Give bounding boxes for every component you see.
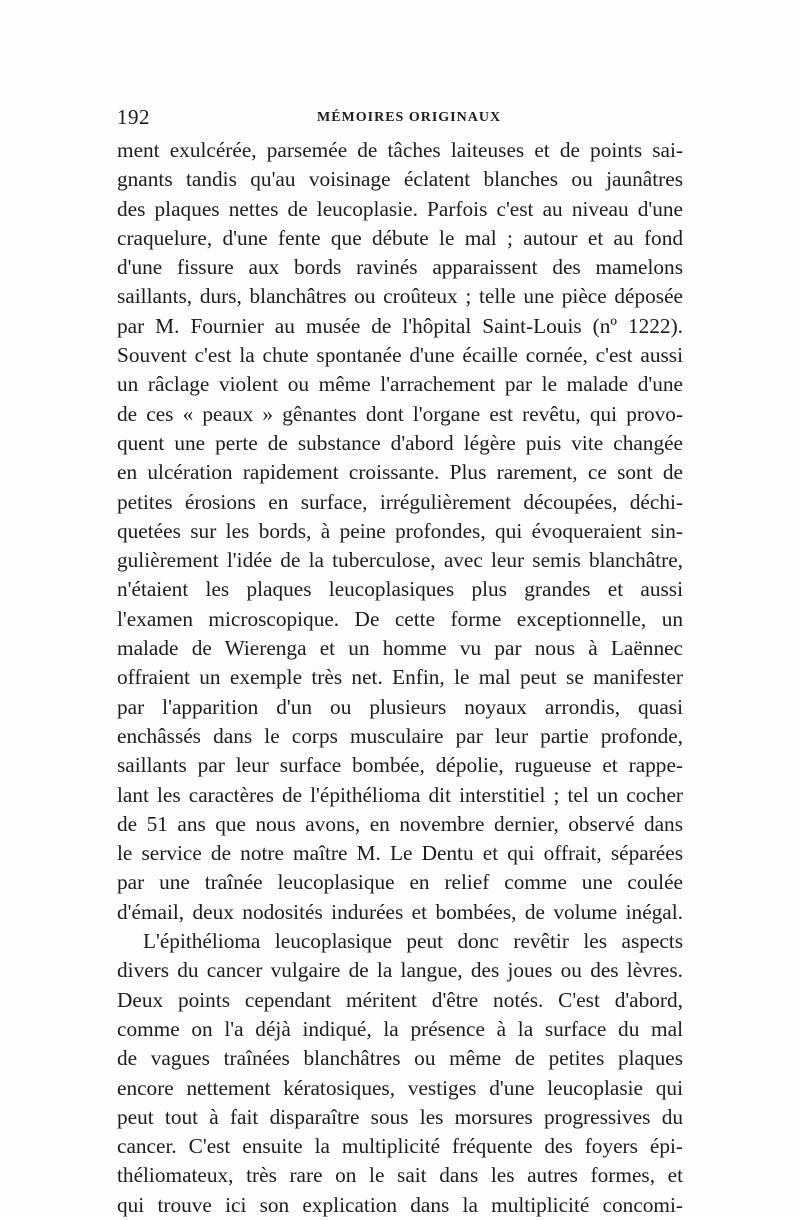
running-title: MÉMOIRES ORIGINAUX <box>317 110 502 125</box>
text-line: théliomateux, très rare on le sait dans les autres formes, et <box>117 1163 683 1188</box>
text-line: saillants, durs, blanchâtres ou croûteux ; telle une pièce déposée <box>117 284 683 309</box>
text-line: gnants tandis qu'au voisinage éclatent blanches ou jaunâtres <box>117 167 683 192</box>
text-line: le service de notre maître M. Le Dentu et qui offrait, séparées <box>117 841 683 866</box>
text-line: petites érosions en surface, irrégulièrement découpées, déchi- <box>117 489 683 514</box>
text-line: enchâssés dans le corps musculaire par leur partie profonde, <box>117 723 683 748</box>
text-line: par l'apparition d'un ou plusieurs noyaux arrondis, quasi <box>117 694 683 719</box>
text-line: comme on l'a déjà indiqué, la présence à la surface du mal <box>117 1016 683 1041</box>
page-number: 192 <box>117 105 150 129</box>
text-line: cancer. C'est ensuite la multiplicité fréquente des foyers épi- <box>117 1134 683 1159</box>
text-line: l'examen microscopique. De cette forme exceptionnelle, un <box>117 606 683 631</box>
text-line: de 51 ans que nous avons, en novembre dernier, observé dans <box>117 811 683 836</box>
text-line: d'une fissure aux bords ravinés apparaissent des mamelons <box>117 255 683 280</box>
text-line: en ulcération rapidement croissante. Plus rarement, ce sont de <box>117 460 683 485</box>
text-line: saillants par leur surface bombée, dépolie, rugueuse et rappe- <box>117 753 683 778</box>
text-line: craquelure, d'une fente que débute le mal ; autour et au fond <box>117 225 683 250</box>
body-text <box>117 136 683 1220</box>
paragraph-first-line: L'épithélioma leucoplasique peut donc revêtir les aspects <box>143 929 683 954</box>
text-line: lant les caractères de l'épithélioma dit interstitiel ; tel un cocher <box>117 782 683 807</box>
text-line: Deux points cependant méritent d'être notés. C'est d'abord, <box>117 987 683 1012</box>
text-line: de vagues traînées blanchâtres ou même de petites plaques <box>117 1046 683 1071</box>
text-line: peut tout à fait disparaître sous les morsures progressives du <box>117 1104 683 1129</box>
text-line: gulièrement l'idée de la tuberculose, avec leur semis blanchâtre, <box>117 548 683 573</box>
text-line: malade de Wierenga et un homme vu par nous à Laënnec <box>117 636 683 661</box>
text-line: quetées sur les bords, à peine profondes, qui évoqueraient sin- <box>117 518 683 543</box>
text-line: par M. Fournier au musée de l'hôpital Saint-Louis (nº 1222). <box>117 313 683 338</box>
text-line: Souvent c'est la chute spontanée d'une écaille cornée, c'est aussi <box>117 343 683 368</box>
text-line: un râclage violent ou même l'arrachement par le malade d'une <box>117 372 683 397</box>
text-line: de ces « peaux » gênantes dont l'organe est revêtu, qui provo- <box>117 401 683 426</box>
text-line: par une traînée leucoplasique en relief comme une coulée <box>117 870 683 895</box>
text-line: divers du cancer vulgaire de la langue, des joues ou des lèvres. <box>117 958 683 983</box>
text-line: quent une perte de substance d'abord légère puis vite changée <box>117 430 683 455</box>
text-line: qui trouve ici son explication dans la multiplicité concomi- <box>117 1192 683 1217</box>
text-line: des plaques nettes de leucoplasie. Parfois c'est au niveau d'une <box>117 196 683 221</box>
text-line: ment exulcérée, parsemée de tâches laiteuses et de points sai- <box>117 138 683 162</box>
text-line: d'émail, deux nodosités indurées et bombées, de volume inégal. <box>117 899 683 924</box>
text-line: n'étaient les plaques leucoplasiques plus grandes et aussi <box>117 577 683 602</box>
text-line: encore nettement kératosiques, vestiges d'une leucoplasie qui <box>117 1075 683 1100</box>
running-header <box>117 104 683 130</box>
text-line: offraient un exemple très net. Enfin, le mal peut se manifester <box>117 665 683 690</box>
